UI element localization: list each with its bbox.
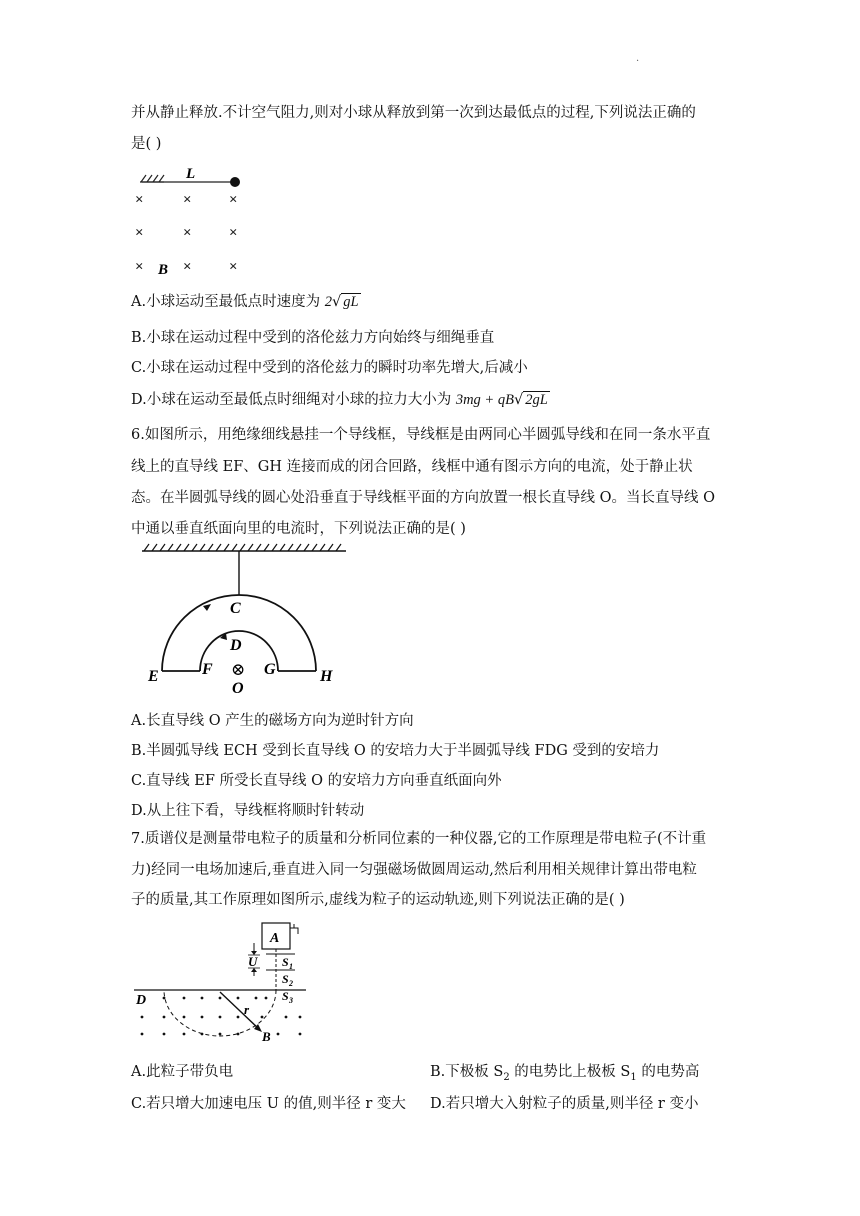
svg-text:×: × — [183, 225, 192, 241]
q6-stem-line2: 线上的直导线 EF、GH 连接而成的闭合回路，线框中通有图示方向的电流，处于静止状 — [131, 459, 693, 475]
q7-field-dots — [141, 997, 302, 1036]
q5-label-B: B — [158, 262, 169, 278]
svg-text:D: D — [136, 993, 147, 1008]
svg-text:A: A — [270, 931, 280, 946]
q5-ball — [230, 177, 240, 187]
svg-text:D: D — [230, 637, 242, 654]
q5-option-a[interactable]: A.小球运动至最低点时速度为 2√ gL — [131, 294, 359, 310]
q6-option-c[interactable]: C.直导线 EF 所受长直导线 O 的安培力方向垂直纸面向外 — [131, 773, 502, 789]
q5-field-crosses — [135, 192, 238, 275]
q5-option-c[interactable]: C.小球在运动过程中受到的洛伦兹力的瞬时功率先增大,后减小 — [131, 360, 528, 376]
svg-text:×: × — [183, 192, 192, 208]
q6-stem-line1: 6.如图所示，用绝缘细线悬挂一个导线框，导线框是由两同心半圆弧导线和在同一条水平直 — [131, 427, 711, 443]
svg-text:U: U — [248, 954, 258, 969]
svg-text:G: G — [264, 661, 276, 678]
svg-text:S: S — [282, 972, 289, 986]
svg-text:C: C — [230, 600, 241, 617]
svg-text:1: 1 — [289, 962, 293, 971]
q7-stem-line3: 子的质量,其工作原理如图所示,虚线为粒子的运动轨迹,则下列说法正确的是( ) — [131, 892, 625, 908]
q6-ceiling-hatch — [144, 544, 341, 551]
q6-stem-line3: 态。在半圆弧导线的圆心处沿垂直于导线框平面的方向放置一根长直导线 O。当长直导线 O — [131, 490, 715, 506]
svg-text:S: S — [282, 989, 289, 1003]
q7-option-b[interactable]: B.下极板 $S_2$ 的电势比上极板 $S_1$ 的电势高 — [430, 1064, 700, 1083]
q7-option-a[interactable]: A.此粒子带负电 — [131, 1064, 234, 1080]
q5-stem-line1: 并从静止释放.不计空气阻力,则对小球从释放到第一次到达最低点的过程,下列说法正确的 — [131, 105, 696, 121]
q5-ceiling-hatch — [140, 175, 164, 182]
svg-text:×: × — [183, 259, 192, 275]
svg-text:×: × — [135, 192, 144, 208]
q5-stem-line2: 是( ) — [131, 136, 162, 152]
svg-text:O: O — [232, 680, 244, 697]
svg-text:3: 3 — [289, 996, 293, 1005]
q6-option-a[interactable]: A.长直导线 O 产生的磁场方向为逆时针方向 — [131, 713, 414, 729]
svg-text:E: E — [148, 668, 159, 685]
q5-option-d[interactable]: D.小球在运动至最低点时细绳对小球的拉力大小为 3mg + qB√ 2gL — [131, 392, 548, 408]
q7-option-d[interactable]: D.若只增大入射粒子的质量,则半径 r 变小 — [430, 1096, 699, 1112]
svg-text:H: H — [320, 668, 333, 685]
svg-text:×: × — [135, 225, 144, 241]
q6-option-b[interactable]: B.半圆弧导线 ECH 受到长直导线 O 的安培力大于半圆弧导线 FDG 受到的安培力 — [131, 743, 660, 759]
svg-text:r: r — [244, 1002, 250, 1017]
q7-stem-line2: 力)经同一电场加速后,垂直进入同一匀强磁场做圆周运动,然后利用相关规律计算出带电粒 — [131, 862, 697, 878]
q7-stem-line1: 7.质谱仪是测量带电粒子的质量和分析同位素的一种仪器,它的工作原理是带电粒子(不计重 — [131, 831, 707, 847]
q6-option-d[interactable]: D.从上往下看，导线框将顺时针转动 — [131, 803, 365, 819]
svg-text:×: × — [229, 192, 238, 208]
q5-figure — [128, 160, 258, 280]
svg-text:S: S — [282, 955, 289, 969]
q6-arrow-outer — [203, 604, 211, 611]
svg-text:2: 2 — [289, 979, 293, 988]
q7-figure — [130, 918, 315, 1048]
q6-figure — [140, 543, 355, 698]
header-mark: · — [636, 56, 640, 67]
q5-option-b[interactable]: B.小球在运动过程中受到的洛伦兹力方向始终与细绳垂直 — [131, 330, 495, 346]
svg-text:×: × — [229, 225, 238, 241]
q5-label-L: L — [186, 166, 196, 182]
svg-text:B: B — [262, 1029, 271, 1044]
svg-text:×: × — [135, 259, 144, 275]
svg-text:×: × — [229, 259, 238, 275]
svg-text:F: F — [202, 661, 213, 678]
q6-stem-line4: 中通以垂直纸面向里的电流时，下列说法正确的是( ) — [131, 521, 466, 537]
svg-text:⊗: ⊗ — [231, 660, 246, 679]
q7-option-c[interactable]: C.若只增大加速电压 U 的值,则半径 r 变大 — [131, 1096, 406, 1112]
q7-radius — [220, 992, 260, 1030]
